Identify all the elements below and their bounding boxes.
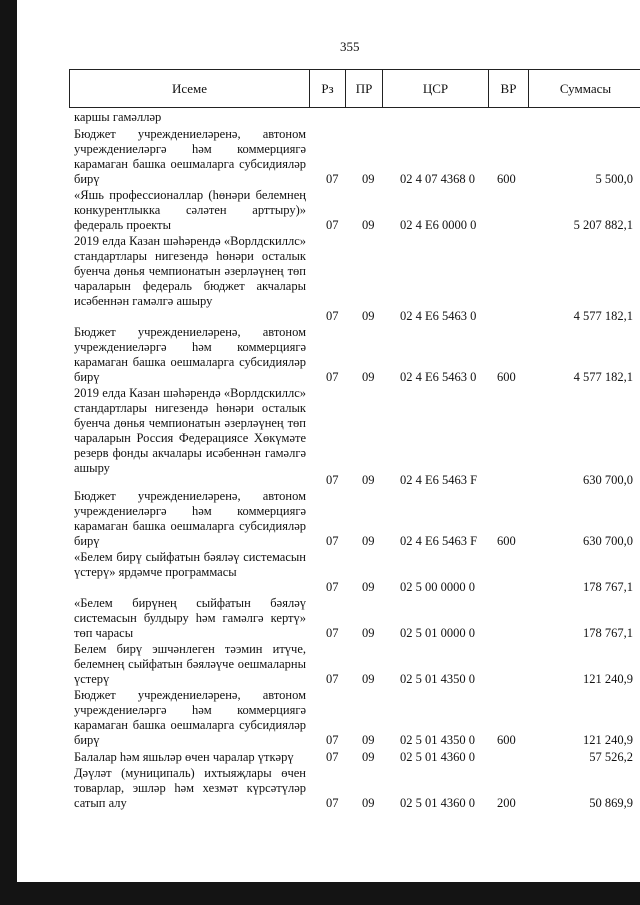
row-csr: 02 4 E6 5463 F [400,473,478,487]
header-rz: Рз [309,70,345,107]
header-name: Исеме [171,80,208,96]
row-vr: 600 [497,534,516,548]
row-pr: 09 [362,370,375,384]
row-csr: 02 4 E6 5463 0 [400,309,477,323]
row-sum: 121 240,9 [583,733,633,747]
header-csr: ЦСР [382,70,488,107]
row-vr: 600 [497,733,516,747]
row-vr: 600 [497,370,516,384]
row-name: каршы гамәлләр [74,110,162,124]
row-rz: 07 [326,796,339,810]
row-csr: 02 4 E6 5463 0 [400,370,477,384]
row-rz: 07 [326,370,339,384]
row-pr: 09 [362,580,375,594]
header-pr: ПР [345,70,382,107]
row-sum: 121 240,9 [583,672,633,686]
row-name: Балалар һәм яшьләр өчен чаралар үткәрү [74,750,294,764]
row-sum: 5 207 882,1 [573,218,633,232]
scan-bottom-border [0,882,640,905]
scan-left-border [0,0,17,905]
row-csr: 02 5 00 0000 0 [400,580,475,594]
row-csr: 02 4 E6 0000 0 [400,218,477,232]
row-csr: 02 5 01 0000 0 [400,626,475,640]
row-sum: 630 700,0 [583,534,633,548]
row-rz: 07 [326,672,339,686]
row-pr: 09 [362,796,375,810]
page-number: 355 [340,39,360,54]
row-vr: 600 [497,172,516,186]
row-name: «Яшь профессионаллар (һөнәри белемнең конкурентлыкка сәләтен арттыру)» федераль проекты [74,188,306,233]
row-name: Белем бирү эшчәнлеген тәэмин итүче, белемнең сыйфатын бәяләүче оешмаларны үстерү [74,642,306,687]
row-pr: 09 [362,733,375,747]
row-sum: 630 700,0 [583,473,633,487]
header-vr: ВР [488,70,528,107]
row-sum: 178 767,1 [583,626,633,640]
row-rz: 07 [326,580,339,594]
row-csr: 02 4 E6 5463 F [400,534,478,548]
row-rz: 07 [326,750,339,764]
row-sum: 50 869,9 [589,796,633,810]
row-name: Дәүләт (муниципаль) ихтыяҗлары өчен товарлар, эшләр һәм хезмәт күрсәтүләр сатып алу [74,766,306,811]
row-name: «Белем бирүнең сыйфатын бәяләү системасын булдыру һәм гамәлгә кертү» төп чарасы [74,596,306,641]
row-name: Бюджет учреждениеләренә, автоном учреждениеләргә һәм коммерциягә карамаган башка оешмаларга субсидияләр бирү [74,688,306,748]
row-sum: 4 577 182,1 [573,370,633,384]
row-name: 2019 елда Казан шәһәрендә «Ворлдскиллс» стандартлары нигезендә һөнәри осталык буенча дөнья чемпионатын әзерләүнең төп чараларын Россия Федерациясе Хөкүмәте резерв фонды акчалары исәбеннән гамәлгә ашыру [74,386,306,476]
row-csr: 02 4 07 4368 0 [400,172,475,186]
row-rz: 07 [326,733,339,747]
row-name: Бюджет учреждениеләренә, автоном учреждениеләргә һәм коммерциягә карамаган башка оешмаларга субсидияләр бирү [74,127,306,187]
row-name: Бюджет учреждениеләренә, автоном учреждениеләргә һәм коммерциягә карамаган башка оешмаларга субсидияләр бирү [74,489,306,549]
row-csr: 02 5 01 4350 0 [400,672,475,686]
row-pr: 09 [362,473,375,487]
row-rz: 07 [326,172,339,186]
row-csr: 02 5 01 4350 0 [400,733,475,747]
row-pr: 09 [362,672,375,686]
table-header [69,69,640,108]
row-sum: 4 577 182,1 [573,309,633,323]
header-sum: Суммасы [528,70,640,107]
row-rz: 07 [326,473,339,487]
row-vr: 200 [497,796,516,810]
row-name: 2019 елда Казан шәһәрендә «Ворлдскиллс» стандартлары нигезендә һөнәри осталык буенча дөнья чемпионатын әзерләүнең төп чараларын федераль бюджет акчалары исәбеннән гамәлгә ашыру [74,234,306,309]
row-pr: 09 [362,534,375,548]
row-csr: 02 5 01 4360 0 [400,750,475,764]
row-pr: 09 [362,750,375,764]
row-pr: 09 [362,626,375,640]
row-rz: 07 [326,218,339,232]
row-rz: 07 [326,626,339,640]
row-pr: 09 [362,172,375,186]
row-rz: 07 [326,309,339,323]
row-name: Бюджет учреждениеләренә, автоном учреждениеләргә һәм коммерциягә карамаган башка оешмаларга субсидияләр бирү [74,325,306,385]
row-pr: 09 [362,218,375,232]
row-rz: 07 [326,534,339,548]
row-sum: 178 767,1 [583,580,633,594]
row-name: «Белем бирү сыйфатын бәяләү системасын үстерү» ярдәмче программасы [74,550,306,580]
row-sum: 5 500,0 [595,172,633,186]
row-pr: 09 [362,309,375,323]
row-sum: 57 526,2 [589,750,633,764]
row-csr: 02 5 01 4360 0 [400,796,475,810]
